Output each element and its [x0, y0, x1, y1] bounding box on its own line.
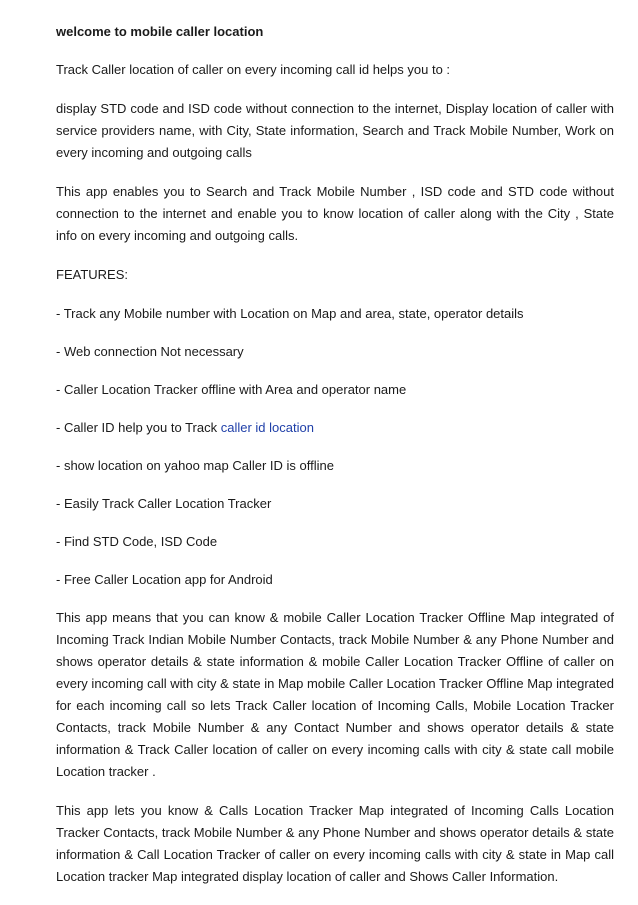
feature-item: - Find STD Code, ISD Code	[56, 534, 218, 549]
intro-paragraph: Track Caller location of caller on every incoming call id helps you to :	[56, 62, 451, 77]
description-paragraph-1: display STD code and ISD code without connection to the internet, Display location of caller with service providers name, with City, State information, Search and Track Mobile Number, Work on every incoming and outgoing calls	[56, 101, 614, 160]
caller-id-location-link[interactable]: caller id location	[220, 420, 314, 435]
feature-item: - Caller Location Tracker offline with Area and operator name	[56, 382, 407, 397]
feature-item: - Web connection Not necessary	[56, 344, 244, 359]
description-paragraph-3: This app means that you can know & mobile Caller Location Tracker Offline Map integrated of Incoming Track Indian Mobile Number Contacts, track Mobile Number & any Phone Number and shows operator details & state information & mobile Caller Location Tracker Offline of caller on every incoming call with city & state in Map mobile Caller Location Tracker Offline Map integrated for each incoming call so lets Track Caller location of Incoming Calls, Mobile Location Tracker Contacts, track Mobile Number & any Contact Number and shows operator details & state information & Track Caller location of caller on every incoming calls with city & state call mobile Location tracker .	[56, 610, 614, 779]
description-paragraph-2: This app enables you to Search and Track Mobile Number , ISD code and STD code without connection to the internet and enable you to know location of caller along with the City , State info on every incoming and outgoing calls.	[56, 184, 614, 243]
description-paragraph-4: This app lets you know & Calls Location Tracker Map integrated of Incoming Calls Location Tracker Contacts, track Mobile Number & any Phone Number and shows operator details & state information & Call Location Tracker of caller on every incoming calls with city & state in Map call Location tracker Map integrated display location of caller and Shows Caller Information.	[56, 803, 614, 884]
document-page	[56, 21, 614, 905]
feature-item: - Easily Track Caller Location Tracker	[56, 496, 272, 511]
feature-item-with-link	[56, 417, 614, 439]
feature-item-text: - Caller ID help you to Track	[56, 420, 221, 435]
document-title: welcome to mobile caller location	[56, 24, 264, 39]
features-heading: FEATURES:	[56, 267, 128, 282]
feature-item: - Free Caller Location app for Android	[56, 572, 273, 587]
feature-item: - Track any Mobile number with Location on Map and area, state, operator details	[56, 306, 524, 321]
feature-item: - show location on yahoo map Caller ID is offline	[56, 458, 334, 473]
